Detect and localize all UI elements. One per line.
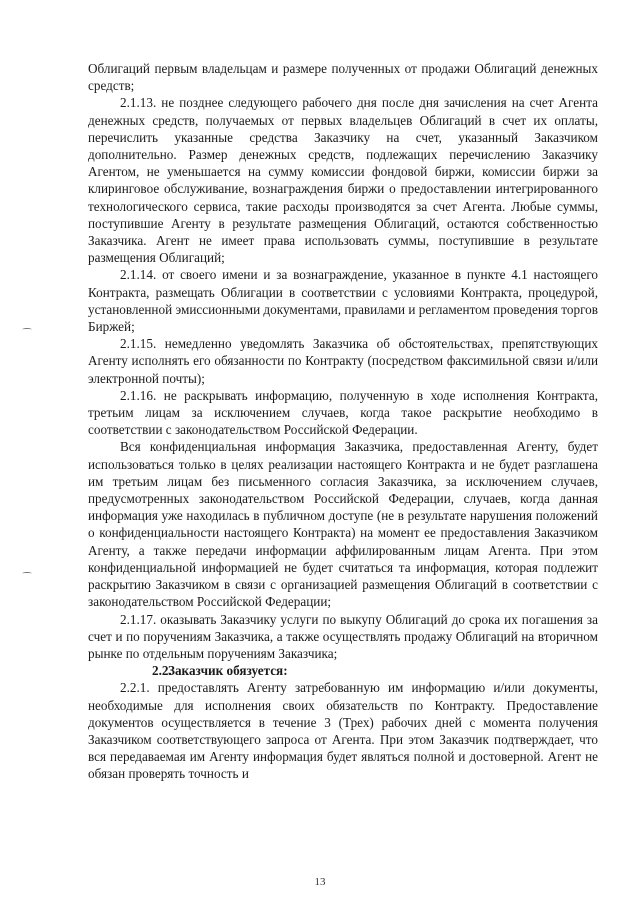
paragraph-2-1-15: 2.1.15. немедленно уведомлять Заказчика об обстоятельствах, препятствующих Агенту исполнять его обязанности по Контракту (посредством факсимильной связи и/или электронной почты);	[88, 336, 598, 386]
page-number: 13	[314, 876, 326, 888]
paragraph-2-1-14: 2.1.14. от своего имени и за вознаграждение, указанное в пункте 4.1 настоящего Контракта, размещать Облигации в соответствии с условиями Контракта, процедурой, установленной эмиссионными документами, правилами и регламентом проведения торгов Биржей;	[88, 267, 598, 335]
paragraph-2-1-17: 2.1.17. оказывать Заказчику услуги по выкупу Облигаций до срока их погашения за счет и по поручениям Заказчика, а также осуществлять продажу Облигаций на вторичном рынке по отдельным поручениям Заказчика;	[88, 611, 598, 661]
paragraph-2-2-1: 2.2.1. предоставлять Агенту затребованную им информацию и/или документы, необходимые для исполнения своих обязательств по Контракту. Предоставление документов осуществляется в течение 3 (Трех) рабочих дней с момента получения Заказчиком соответствующего запроса от Агента. При этом Заказчик подтверждает, что вся передаваемая им Агенту информация будет являться полной и достоверной. Агент не обязан проверять точность и	[88, 680, 598, 782]
paragraph-2-1-16: 2.1.16. не раскрывать информацию, полученную в ходе исполнения Контракта, третьим лицам за исключением случаев, когда такое раскрытие необходимо в соответствии с законодательством Российской Федерации.	[88, 387, 598, 438]
paragraph: Облигаций первым владельцам и размере полученных от продажи Облигаций денежных средств;	[88, 61, 598, 94]
paragraph-2-1-13: 2.1.13. не позднее следующего рабочего дня после дня зачисления на счет Агента денежных средств, получаемых от первых владельцев Облигаций в счет их оплаты, перечислить указанные средства Заказчику на счет, указанный Заказчиком дополнительно. Размер денежных средств, подлежащих перечислению Заказчику Агентом, не уменьшается на сумму комиссии фондовой биржи, комиссии биржи за клиринговое обслуживание, вознаграждения биржи о предоставлении интегрированного технологического сервиса, такие расходы производятся за счет Агента. Любые суммы, поступившие Агенту в результате размещения Облигаций, остаются собственностью Заказчика. Агент не имеет права использовать суммы, поступившие в результате размещения Облигаций;	[88, 95, 598, 266]
scan-artifact-mark	[22, 572, 32, 575]
scan-artifact-mark	[22, 328, 32, 331]
section-number: 2.2.	[152, 663, 172, 679]
paragraph-confidentiality: Вся конфиденциальная информация Заказчика, предоставленная Агенту, будет использоваться только в целях реализации настоящего Контракта и не будет разглашена им третьим лицам без письменного согласия Заказчика, за исключением случаев, предусмотренных законодательством Российской Федерации, случаев, когда данная информация уже находилась в публичном доступе (не в результате нарушения положений о конфиденциальности настоящего Контракта) на момент ее предоставления Заказчиком Агенту, а также передачи информации аффилированным лицам Агента. При этом конфиденциальной информацией не будет считаться та информация, которая подлежит раскрытию Заказчиком в связи с организацией размещения Облигаций в соответствии с законодательством Российской Федерации;	[88, 439, 598, 610]
section-heading-2-2	[88, 662, 598, 679]
section-title: Заказчик обязуется:	[168, 663, 288, 679]
document-body	[88, 60, 598, 783]
